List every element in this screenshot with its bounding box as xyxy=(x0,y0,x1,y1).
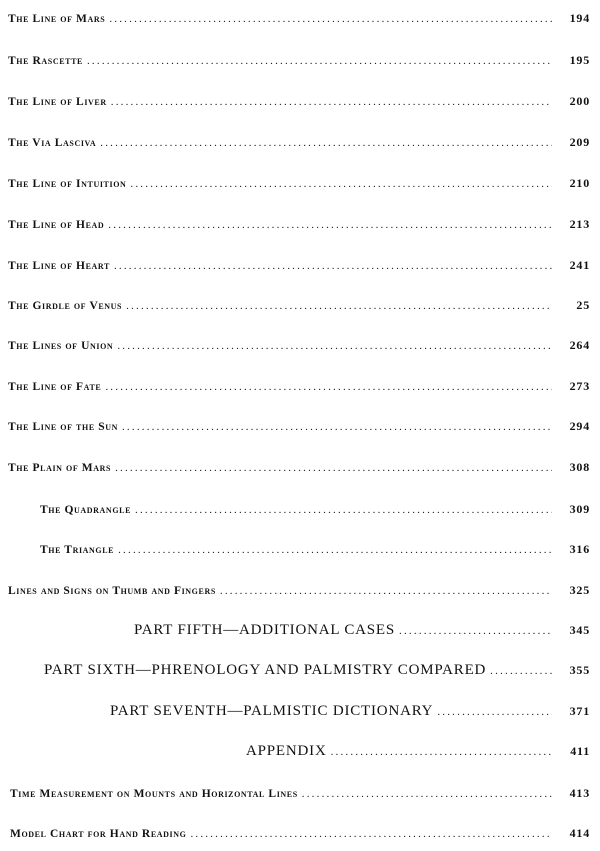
dot-leader xyxy=(122,421,552,433)
toc-entry-page: 411 xyxy=(570,744,590,758)
toc-entry-page: 371 xyxy=(569,704,590,718)
toc-entry-title: The Line of Mars xyxy=(8,13,106,25)
toc-entry-page: 345 xyxy=(569,623,590,637)
dot-leader xyxy=(130,178,552,190)
toc-entry-page: 294 xyxy=(569,419,590,433)
toc-entry-title: The Lines of Union xyxy=(8,340,114,352)
toc-entry-title: The Triangle xyxy=(40,544,115,556)
toc-entry-part-sixth xyxy=(0,662,590,678)
toc-entry-page: 273 xyxy=(569,379,590,393)
dot-leader xyxy=(105,381,552,393)
toc-entry-page: 210 xyxy=(569,176,590,190)
dot-leader xyxy=(109,13,552,25)
toc-entry-page: 213 xyxy=(569,217,590,231)
dot-leader xyxy=(490,665,552,677)
toc-entry-girdle-of-venus xyxy=(0,298,590,314)
toc-entry-plain-of-mars xyxy=(0,460,590,476)
toc-entry-title: The Plain of Mars xyxy=(8,462,112,474)
toc-entry-line-of-head xyxy=(0,217,590,233)
toc-entry-title: PART SEVENTH—PALMISTIC DICTIONARY xyxy=(110,703,434,719)
toc-entry-title: The Line of Heart xyxy=(8,260,110,272)
toc-entry-triangle xyxy=(0,542,590,558)
toc-entry-page: 325 xyxy=(569,583,590,597)
toc-entry-part-fifth xyxy=(0,622,590,638)
toc-entry-page: 209 xyxy=(569,135,590,149)
toc-entry-page: 194 xyxy=(569,11,590,25)
toc-entry-title: The Line of Head xyxy=(8,219,105,231)
toc-entry-title: Time Measurement on Mounts and Horizontal Lines xyxy=(10,788,298,800)
dot-leader xyxy=(331,746,552,758)
toc-entry-title: PART SIXTH—PHRENOLOGY AND PALMISTRY COMPARED xyxy=(44,662,487,678)
dot-leader xyxy=(220,585,552,597)
toc-entry-page: 355 xyxy=(569,663,590,677)
toc-entry-line-of-liver xyxy=(0,94,590,110)
dot-leader xyxy=(302,788,552,800)
toc-entry-quadrangle xyxy=(0,502,590,518)
toc-entry-page: 414 xyxy=(569,826,590,840)
dot-leader xyxy=(87,55,552,67)
dot-leader xyxy=(126,300,552,312)
toc-entry-page: 200 xyxy=(569,94,590,108)
toc-entry-line-of-mars xyxy=(0,11,590,27)
toc-entry-lines-of-union xyxy=(0,338,590,354)
dot-leader xyxy=(135,504,552,516)
toc-entry-model-chart xyxy=(0,826,590,842)
dot-leader xyxy=(437,706,552,718)
dot-leader xyxy=(111,96,552,108)
toc-entry-page: 308 xyxy=(569,460,590,474)
toc-entry-appendix xyxy=(0,743,590,759)
toc-entry-time-measurement xyxy=(0,786,590,802)
toc-entry-page: 264 xyxy=(569,338,590,352)
dot-leader xyxy=(115,462,552,474)
toc-entry-page: 316 xyxy=(569,542,590,556)
toc-entry-rascette xyxy=(0,53,590,69)
toc-entry-title: PART FIFTH—ADDITIONAL CASES xyxy=(134,622,396,638)
dot-leader xyxy=(108,219,552,231)
dot-leader xyxy=(100,137,552,149)
toc-entry-line-of-the-sun xyxy=(0,419,590,435)
toc-entry-page: 195 xyxy=(569,53,590,67)
dot-leader xyxy=(117,340,552,352)
toc-entry-part-seventh xyxy=(0,703,590,719)
dot-leader xyxy=(114,260,552,272)
toc-entry-title: Model Chart for Hand Reading xyxy=(10,828,187,840)
toc-entry-title: The Quadrangle xyxy=(40,504,132,516)
toc-entry-line-of-intuition xyxy=(0,176,590,192)
dot-leader xyxy=(190,828,552,840)
toc-entry-page: 309 xyxy=(569,502,590,516)
toc-entry-title: The Girdle of Venus xyxy=(8,300,123,312)
dot-leader xyxy=(399,625,552,637)
toc-entry-page: 25 xyxy=(576,298,590,312)
toc-entry-via-lasciva xyxy=(0,135,590,151)
toc-entry-title: The Line of Liver xyxy=(8,96,107,108)
toc-entry-line-of-heart xyxy=(0,258,590,274)
toc-entry-line-of-fate xyxy=(0,379,590,395)
toc-entry-title: The Via Lasciva xyxy=(8,137,97,149)
toc-entry-title: APPENDIX xyxy=(246,743,327,759)
toc-entry-page: 413 xyxy=(569,786,590,800)
toc-entry-title: Lines and Signs on Thumb and Fingers xyxy=(8,585,216,597)
toc-entry-title: The Line of Fate xyxy=(8,381,102,393)
toc-entry-lines-and-signs xyxy=(0,583,590,599)
toc-entry-title: The Line of Intuition xyxy=(8,178,127,190)
toc-entry-title: The Line of the Sun xyxy=(8,421,118,433)
toc-entry-page: 241 xyxy=(569,258,590,272)
toc-entry-title: The Rascette xyxy=(8,55,83,67)
dot-leader xyxy=(118,544,552,556)
